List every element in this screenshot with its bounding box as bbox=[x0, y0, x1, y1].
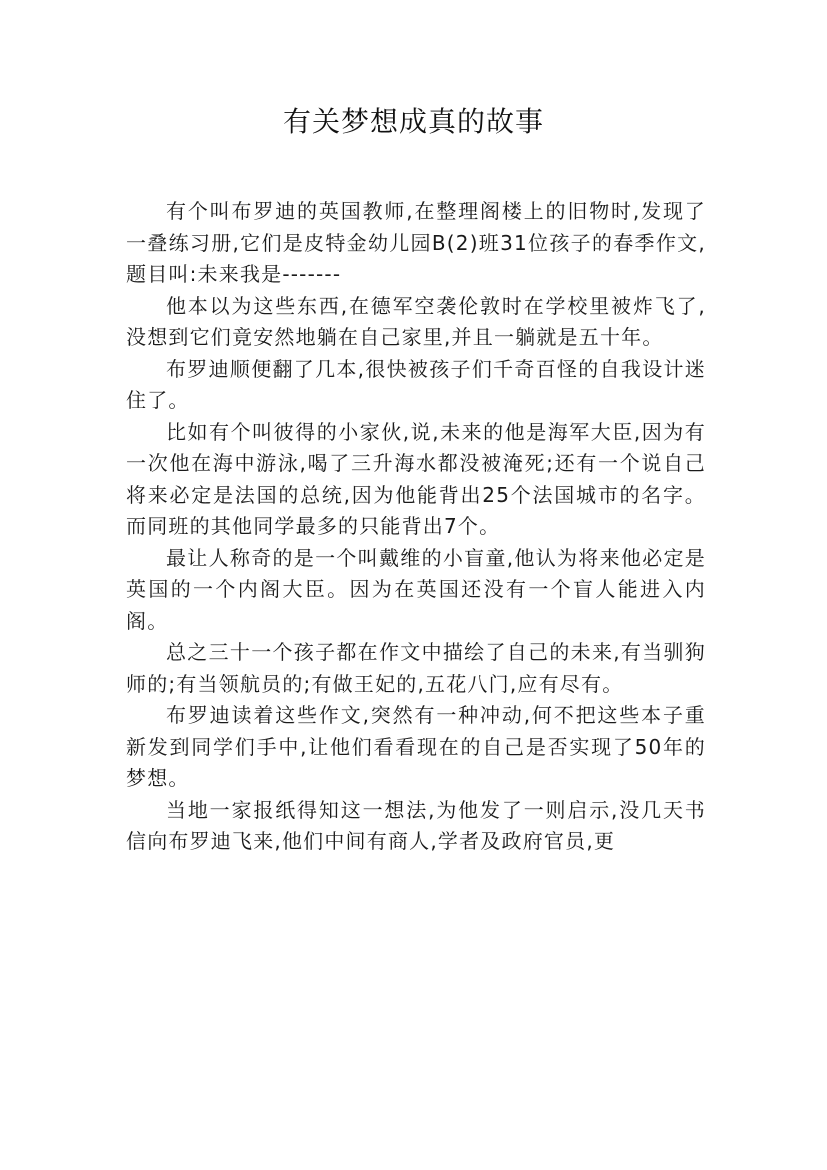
paragraph: 有个叫布罗迪的英国教师,在整理阁楼上的旧物时,发现了一叠练习册,它们是皮特金幼儿园B(2)班31位孩子的春季作文,题目叫:未来我是------- bbox=[126, 199, 706, 286]
document-title: 有关梦想成真的故事 bbox=[282, 105, 544, 138]
paragraph: 当地一家报纸得知这一想法,为他发了一则启示,没几天书信向布罗迪飞来,他们中间有商人,学者及政府官员,更 bbox=[126, 797, 706, 853]
paragraph: 他本以为这些东西,在德军空袭伦敦时在学校里被炸飞了,没想到它们竟安然地躺在自己家里,并且一躺就是五十年。 bbox=[126, 293, 706, 349]
paragraph: 布罗迪顺便翻了几本,很快被孩子们千奇百怪的自我设计迷住了。 bbox=[126, 356, 706, 412]
paragraph: 总之三十一个孩子都在作文中描绘了自己的未来,有当驯狗师的;有当领航员的;有做王妃的,五花八门,应有尽有。 bbox=[126, 640, 706, 696]
paragraph: 最让人称奇的是一个叫戴维的小盲童,他认为将来他必定是英国的一个内阁大臣。因为在英国还没有一个盲人能进入内阁。 bbox=[126, 545, 706, 633]
paragraph: 布罗迪读着这些作文,突然有一种冲动,何不把这些本子重新发到同学们手中,让他们看看现在的自己是否实现了50年的梦想。 bbox=[126, 703, 706, 790]
document-body bbox=[126, 196, 706, 858]
paragraph: 比如有个叫彼得的小家伙,说,未来的他是海军大臣,因为有一次他在海中游泳,喝了三升海水都没被淹死;还有一个说自己将来必定是法国的总统,因为他能背出25个法国城市的名字。而同班的其他同学最多的只能背出7个。 bbox=[126, 419, 706, 538]
